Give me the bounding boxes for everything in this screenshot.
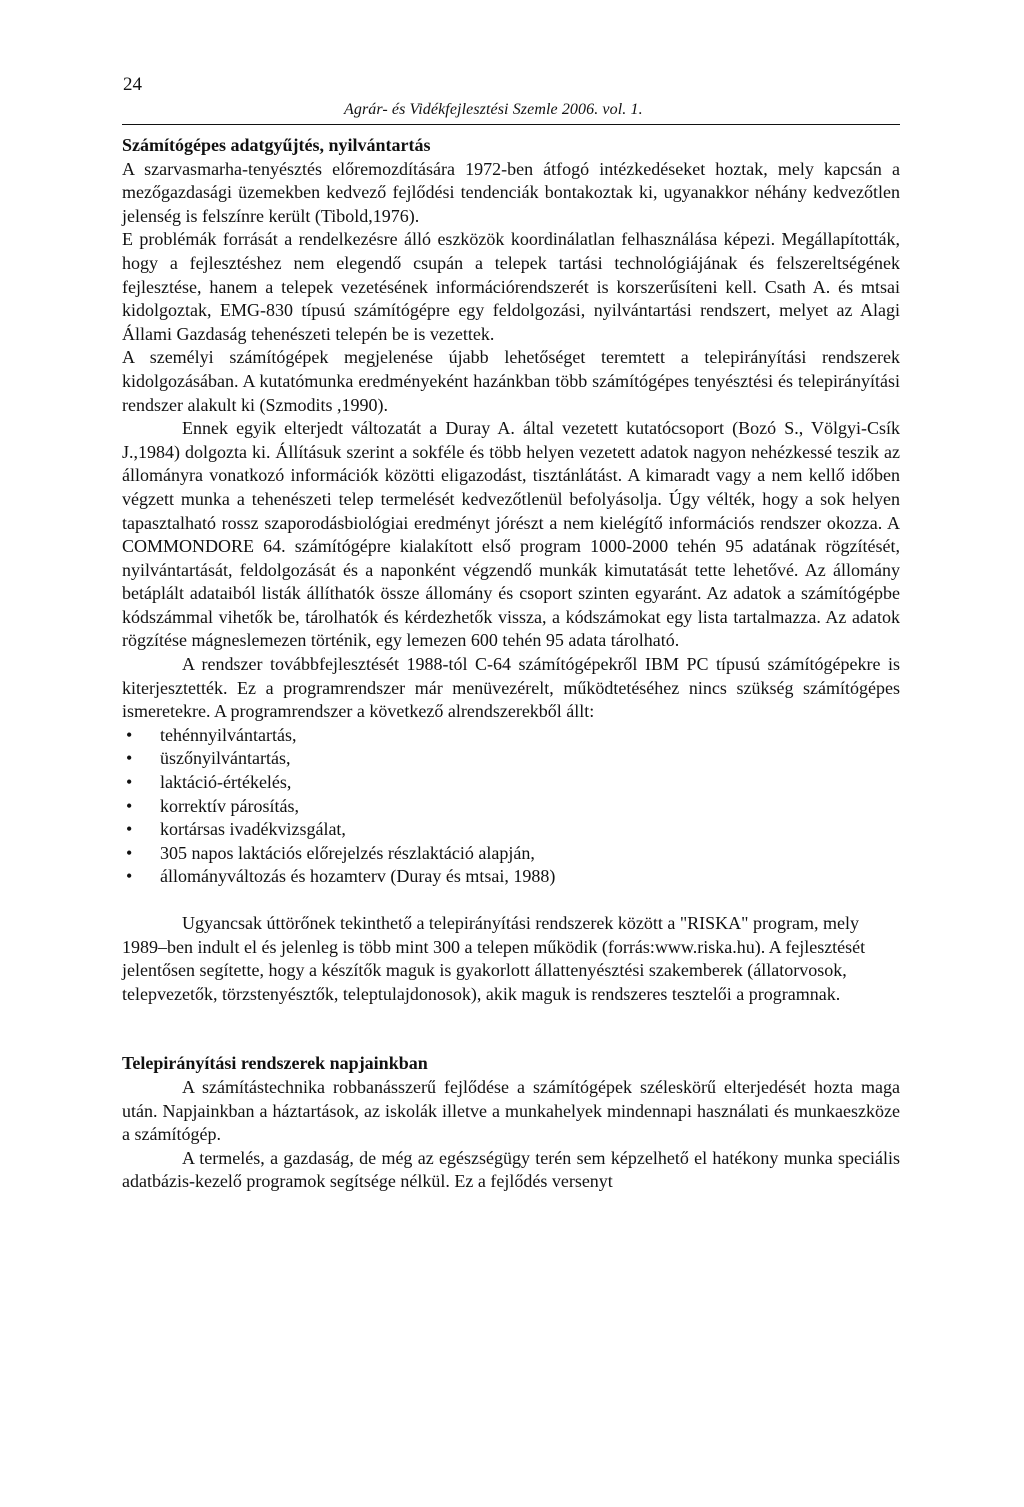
list-item: [122, 747, 900, 771]
list-item-text: állományváltozás és hozamterv (Duray és mtsai, 1988): [160, 866, 556, 887]
list-item: [122, 865, 900, 889]
paragraph: Ugyancsak úttörőnek tekinthető a telepirányítási rendszerek között a "RISKA" program, mely 1989–ben indult el és jelenleg is több mint 300 a telepen működik (forrás:www.riska.hu). A fejlesztését jelentősen segítette, hogy a készítők maguk is gyakorlott állattenyésztési szakemberek (állatorvosok, telepvezetők, törzstenyésztők, teleptulajdonosok), akik maguk is rendszeres tesztelői a programnak.: [122, 913, 866, 1004]
spacer: [122, 889, 900, 912]
bullet-icon: •: [126, 748, 133, 769]
list-item-text: 305 napos laktációs előrejelzés részlaktáció alapján,: [160, 842, 535, 863]
list-item-text: tehénnyilvántartás,: [160, 724, 297, 745]
paragraph: A termelés, a gazdaság, de még az egészségügy terén sem képzelhető el hatékony munka speciális adatbázis-kezelő programok segítsége nélkül. Ez a fejlődés versenyt: [122, 1147, 900, 1192]
section-title-data-collection: Számítógépes adatgyűjtés, nyilvántartás: [122, 135, 431, 155]
list-item: [122, 724, 900, 748]
paragraph: A számítástechnika robbanásszerű fejlődése a számítógépek széleskörű elterjedését hozta maga után. Napjainkban a háztartások, az iskolák illetve a munkahelyek mindennapi használati és munkaeszköze a számítógép.: [122, 1076, 900, 1145]
spacer: [122, 1006, 900, 1052]
bullet-icon: •: [126, 842, 133, 863]
page-number: 24: [123, 74, 142, 95]
paragraph: A rendszer továbbfejlesztését 1988-tól C-64 számítógépekről IBM PC típusú számítógépekre is kiterjesztették. Ez a programrendszer már menüvezérelt, működtetéséhez nincs szükség számítógépes ismeretekre. A programrendszer a következő alrendszerekből állt:: [122, 654, 900, 722]
list-item: [122, 842, 900, 866]
bullet-icon: •: [126, 819, 133, 840]
list-item: [122, 795, 900, 819]
bullet-icon: •: [126, 866, 133, 887]
list-item: [122, 771, 900, 795]
running-head: Agrár- és Vidékfejlesztési Szemle 2006. vol. 1.: [344, 101, 643, 118]
paragraph: A szarvasmarha-tenyésztés előremozdítására 1972-ben átfogó intézkedéseket hoztak, mely kapcsán a mezőgazdasági üzemekben kedvező fejlődési tendenciák bontakoztak ki, ugyanakkor néhány kedvezőtlen jelenség is felszínre került (Tibold,1976).: [122, 158, 900, 226]
list-item-text: kortársas ivadékvizsgálat,: [160, 819, 346, 840]
list-item-text: laktáció-értékelés,: [160, 772, 292, 793]
paragraph: Ennek egyik elterjedt változatát a Duray A. által vezetett kutatócsoport (Bozó S., Völgyi-Csík J.,1984) dolgozta ki. Állításuk szerint a sokféle és több helyen vezetett adatok nagyon nehézkessé teszik az állományra vonatkozó információk közötti eligazodást, tisztánlátást. A kimaradt vagy a nem kellő időben végzett munka a tehenészeti telep termelését kedvezőtlenül befolyásolja. Úgy vélték, hogy a sok helyen tapasztalható rossz szaporodásbiológiai eredményt jórészt a nem kielégítő információs rendszer okozza. A COMMONDORE 64. számítógépre kialakított első program 1000-2000 tehén 95 adatának rögzítését, nyilvántartását, feldolgozását és a naponként végzendő munkák kimutatását tette lehetővé. Az állomány betáplált adataiból listák állíthatók össze állomány és csoport szinten egyaránt. Az adatok a számítógépbe kódszámmal vihetők be, tárolhatók és kérdezhetők vissza, a kódszámokat egy lista tartalmazza. Az adatok rögzítése mágneslemezen történik, egy lemezen 600 tehén 95 adata tárolható.: [122, 418, 900, 651]
bullet-icon: •: [126, 724, 133, 745]
header-rule: [122, 124, 900, 125]
article-body: [122, 134, 900, 1194]
bullet-icon: •: [126, 795, 133, 816]
list-item: [122, 818, 900, 842]
list-item-text: korrektív párosítás,: [160, 795, 299, 816]
section-title-modern-systems: Telepirányítási rendszerek napjainkban: [122, 1053, 428, 1074]
subsystem-list: [122, 724, 900, 889]
bullet-icon: •: [126, 772, 133, 793]
paragraph: E problémák forrását a rendelkezésre álló eszközök koordinálatlan felhasználása képezi. Megállapították, hogy a fejlesztéshez nem elegendő csupán a telepek tartási technológiájának és felszereltségének fejlesztése, hanem a telepek vezetésének információrendszerét is korszerűsíteni kell. Csath A. és mtsai kidolgoztak, EMG-830 típusú számítógépre egy feldolgozási, nyilvántartási rendszert, melyet az Alagi Állami Gazdaság tehenészeti telepén be is vezettek.: [122, 229, 900, 344]
list-item-text: üszőnyilvántartás,: [160, 748, 291, 769]
paragraph: A személyi számítógépek megjelenése újabb lehetőséget teremtett a telepirányítási rendszerek kidolgozásában. A kutatómunka eredményeként hazánkban több számítógépes tenyésztési és telepirányítási rendszer alakult ki (Szmodits ,1990).: [122, 347, 900, 415]
